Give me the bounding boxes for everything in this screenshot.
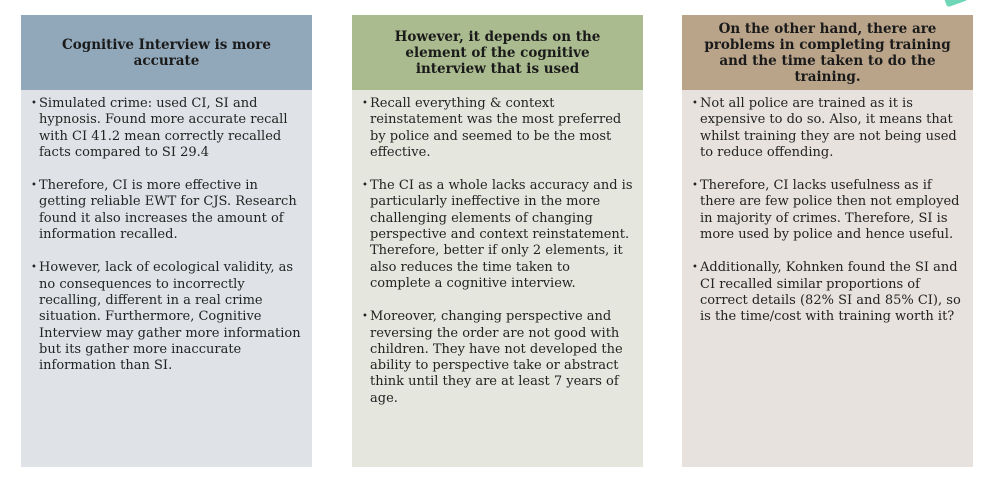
- list-item: [362, 96, 633, 161]
- list-item: [692, 96, 963, 161]
- list-item: [692, 178, 963, 243]
- list-item: [362, 309, 633, 407]
- decorative-shape: [944, 0, 968, 7]
- column-body: [352, 90, 643, 467]
- bullet-icon: •: [31, 262, 37, 274]
- item-text: Additionally, Kohnken found the SI and CI recalled similar proportions of correct details (82% SI and 85% CI), so is the time/cost with training worth it?: [700, 260, 961, 325]
- column-header: Cognitive Interview is more accurate: [21, 15, 312, 90]
- item-text: Therefore, CI lacks usefulness as if there are few police then not employed in majority of crimes. Therefore, SI is more used by police and hence useful.: [700, 178, 960, 243]
- bullet-icon: •: [31, 98, 37, 109]
- item-text: Not all police are trained as it is expensive to do so. Also, it means that whilst training they are not being used to reduce offending.: [700, 96, 957, 160]
- list-item: [31, 260, 302, 374]
- item-text: The CI as a whole lacks accuracy and is particularly ineffective in the more challenging elements of changing perspective and context reinstatement. Therefore, better if only 2 elements, it also reduces the time taken to complete a cognitive interview.: [370, 178, 633, 291]
- column-body: [682, 90, 973, 467]
- bullet-icon: •: [362, 180, 368, 192]
- list-item: [362, 178, 633, 292]
- item-text: Simulated crime: used CI, SI and hypnosis. Found more accurate recall with CI 41.2 mean correctly recalled facts compared to SI 29.4: [39, 96, 288, 160]
- column-body: [21, 90, 312, 467]
- bullet-icon: •: [362, 311, 368, 323]
- column-elements: [352, 15, 643, 467]
- bullet-icon: •: [692, 262, 698, 274]
- list-item: [31, 96, 302, 161]
- column-header: However, it depends on the element of the cognitive interview that is used: [352, 15, 643, 90]
- bullet-icon: •: [31, 180, 37, 192]
- column-header: On the other hand, there are problems in completing training and the time taken to do the training.: [682, 15, 973, 90]
- item-text: Moreover, changing perspective and reversing the order are not good with children. They have not developed the ability to perspective take or abstract think until they are at least 7 years of age.: [370, 309, 623, 406]
- column-training: [682, 15, 973, 467]
- bullet-icon: •: [692, 98, 698, 109]
- item-text: Therefore, CI is more effective in getting reliable EWT for CJS. Research found it also increases the amount of information recalled.: [39, 178, 297, 243]
- column-accuracy: [21, 15, 312, 467]
- list-item: [692, 260, 963, 325]
- bullet-icon: •: [362, 98, 368, 109]
- item-text: Recall everything & context reinstatement was the most preferred by police and seemed to be the most effective.: [370, 96, 622, 160]
- item-text: However, lack of ecological validity, as no consequences to incorrectly recalling, different in a real crime situation. Furthermore, Cognitive Interview may gather more information but its gather more inaccurate information than SI.: [39, 260, 301, 374]
- list-item: [31, 178, 302, 243]
- bullet-icon: •: [692, 180, 698, 192]
